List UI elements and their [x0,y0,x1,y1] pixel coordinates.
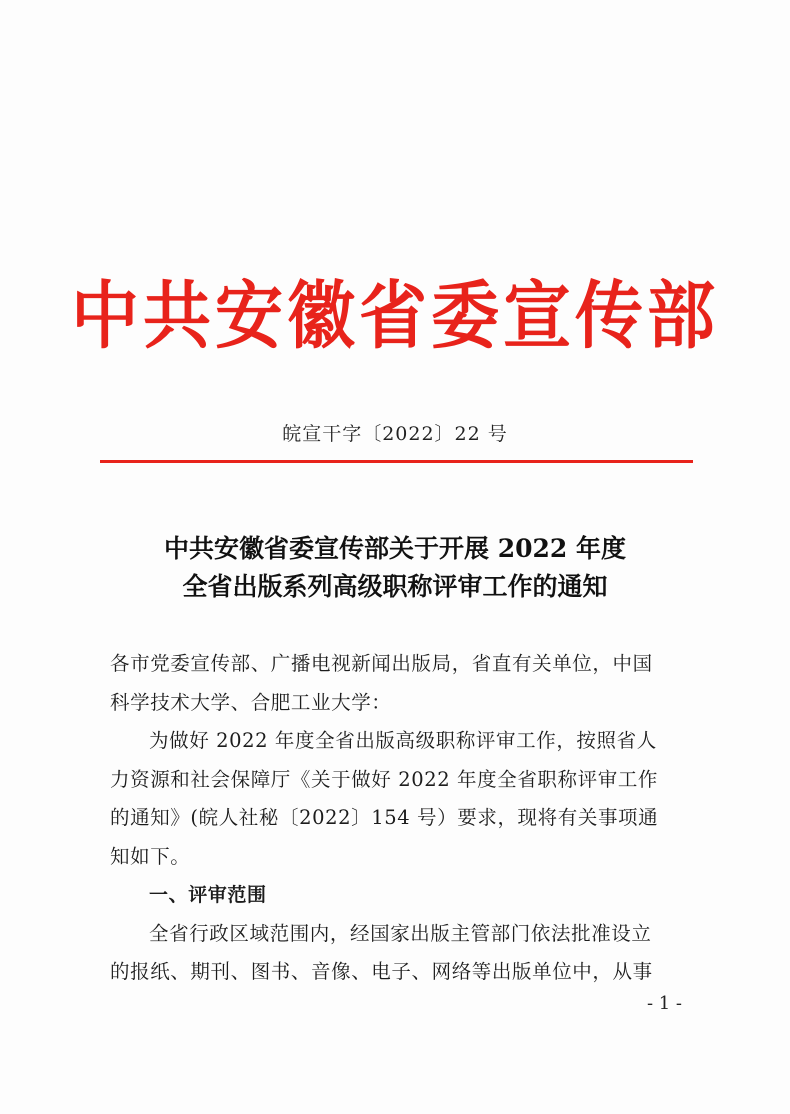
paragraph-1-line-4: 知如下。 [110,844,191,868]
notice-title-line-1: 中共安徽省委宣传部关于开展 2022 年度 [164,534,626,563]
notice-title [0,530,790,606]
paragraph-2-line-1: 全省行政区域范围内，经国家出版主管部门依法批准设立 [149,921,652,945]
paragraph-2-line-2: 的报纸、期刊、图书、音像、电子、网络等出版单位中，从事 [110,960,653,983]
paragraph-1-line-1: 为做好 2022 年度全省出版高级职称评审工作，按照省人 [149,729,657,752]
document-number: 皖宣干字〔2022〕22 号 [282,423,508,445]
section-heading-1: 一、评审范围 [149,884,267,906]
red-divider-rule [100,460,693,463]
salutation-line-1: 各市党委宣传部、广播电视新闻出版局，省直有关单位，中国 [110,652,653,675]
body-text [110,645,685,992]
paragraph-1-line-3: 的通知》(皖人社秘〔2022〕154 号）要求，现将有关事项通 [110,806,659,829]
paragraph-1-line-2: 力资源和社会保障厅《关于做好 2022 年度全省职称评审工作 [110,767,659,791]
masthead-title: 中共安徽省委宣传部 [70,273,719,360]
page-number: - 1 - [646,993,682,1014]
notice-title-line-2: 全省出版系列高级职称评审工作的通知 [182,572,608,601]
salutation-line-2: 科学技术大学、合肥工业大学： [110,690,392,714]
